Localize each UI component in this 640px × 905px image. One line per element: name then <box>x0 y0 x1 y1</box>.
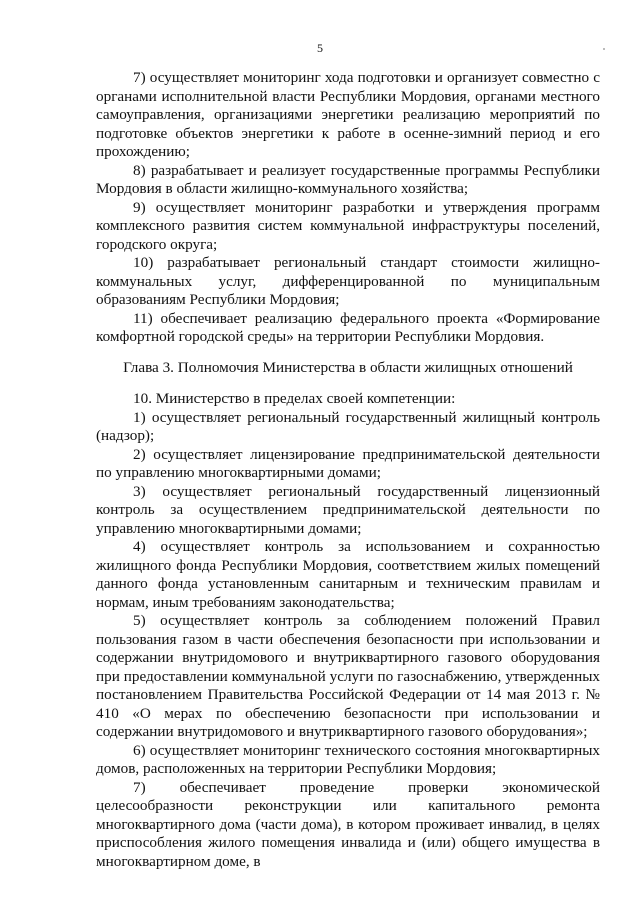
paragraph-item-2: 2) осуществляет лицензирование предпринимательской деятельности по управлению многоквартирными домами; <box>96 445 600 481</box>
scan-speck <box>603 48 605 50</box>
paragraph-item-7b: 7) обеспечивает проведение проверки экономической целесообразности реконструкции или капитального ремонта многоквартирного дома (части дома), в котором проживает инвалид, в целях приспособления жилого помещения инвалида и (или) общего имущества в многоквартирном доме, в <box>96 778 600 870</box>
paragraph-item-8: 8) разрабатывает и реализует государственные программы Республики Мордовия в области жилищно-коммунального хозяйства; <box>96 161 600 197</box>
document-body <box>96 69 600 871</box>
paragraph-item-9: 9) осуществляет мониторинг разработки и утверждения программ комплексного развития систем коммунальной инфраструктуры поселений, городского округа; <box>96 198 600 253</box>
page-number: 5 <box>317 41 323 55</box>
section-intro: 10. Министерство в пределах своей компетенции: <box>133 390 456 407</box>
paragraph-item-10: 10) разрабатывает региональный стандарт стоимости жилищно-коммунальных услуг, дифференцированной по муниципальным образованиям Республики Мордовия; <box>96 254 600 308</box>
paragraph-item-3: 3) осуществляет региональный государственный лицензионный контроль за осуществлением предпринимательской деятельности по управлению многоквартирными домами; <box>96 482 600 537</box>
paragraph-item-5: 5) осуществляет контроль за соблюдением положений Правил пользования газом в части обеспечения безопасности при использовании и содержании внутридомового и внутриквартирного газового оборудования при предоставлении коммунальной услуги по газоснабжению, утвержденных постановлением Правительства Российской Федерации от 14 мая 2013 г. № 410 «О мерах по обеспечению безопасности при использовании и содержании внутридомового и внутриквартирного газового оборудования»; <box>96 612 600 740</box>
paragraph-item-11: 11) обеспечивает реализацию федерального проекта «Формирование комфортной городской среды» на территории Республики Мордовия. <box>96 309 600 345</box>
chapter-heading: Глава 3. Полномочия Министерства в области жилищных отношений <box>123 358 573 376</box>
paragraph-item-6: 6) осуществляет мониторинг технического состояния многоквартирных домов, расположенных на территории Республики Мордовия; <box>96 741 600 777</box>
paragraph-item-4: 4) осуществляет контроль за использованием и сохранностью жилищного фонда Республики Мордовия, соответствием жилых помещений данного фонда установленным санитарным и техническим правилам и нормам, иным требованиям законодательства; <box>96 538 600 611</box>
paragraph-item-7: 7) осуществляет мониторинг хода подготовки и организует совместно с органами исполнительной власти Республики Мордовия, органами местного самоуправления, организациями энергетики реализацию мероприятий по подготовке объектов энергетики к работе в осенне-зимний период и его прохождению; <box>96 69 600 160</box>
paragraph-item-1: 1) осуществляет региональный государственный жилищный контроль (надзор); <box>96 408 600 444</box>
